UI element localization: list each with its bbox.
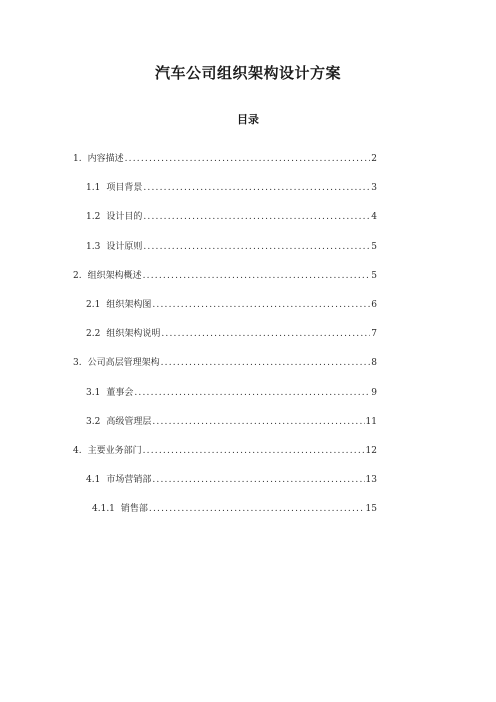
toc-entry-title: 组织架构说明 [106,329,161,339]
toc-dot-leader [152,298,370,312]
toc-entry-number: 3.2 [86,417,101,427]
toc-entry-title: 内容描述 [87,154,124,164]
toc-entry-number: 3. [73,358,82,368]
toc-dot-leader [152,473,364,487]
toc-entry[interactable] [86,327,377,341]
toc-entry-page-number: 12 [365,446,377,456]
toc-entry-number: 4. [73,446,82,456]
toc-entry-title: 设计目的 [106,212,143,222]
document-title: 汽车公司组织架构设计方案 [154,64,341,82]
toc-entry[interactable] [86,415,377,429]
toc-entry-title: 设计原则 [106,242,143,252]
toc-entry-page-number: 11 [365,417,377,427]
toc-dot-leader [143,210,370,224]
toc-entry-title: 销售部 [120,504,148,514]
toc-dot-leader [125,152,371,166]
toc-entry-title: 市场营销部 [106,475,152,485]
toc-entry-number: 4.1 [86,475,101,485]
toc-entry-title: 项目背景 [106,183,143,193]
toc-entry-number: 2. [73,271,82,281]
toc-entry[interactable] [86,210,377,224]
toc-entry-page-number: 5 [371,242,377,252]
toc-entry-page-number: 2 [371,154,377,164]
toc-entry-page-number: 3 [371,183,377,193]
toc-entry-number: 1.3 [86,242,101,252]
toc-entry[interactable] [73,356,377,370]
toc-entry-title: 组织架构图 [106,300,152,310]
toc-entry-page-number: 13 [365,475,377,485]
toc-entry[interactable] [73,444,377,458]
toc-entry[interactable] [73,152,377,166]
toc-entry-page-number: 4 [371,212,377,222]
toc-dot-leader [161,327,370,341]
toc-entry-title: 公司高层管理架构 [87,358,160,368]
toc-entry[interactable] [92,502,377,516]
toc-entry-title: 主要业务部门 [87,446,142,456]
toc-entry-number: 4.1.1 [92,504,115,514]
toc-entry-page-number: 8 [371,358,377,368]
toc-entry-page-number: 5 [371,271,377,281]
toc-entry[interactable] [86,386,377,400]
toc-heading: 目录 [237,113,259,126]
toc-dot-leader [143,444,365,458]
toc-dot-leader [143,181,370,195]
toc-entry-page-number: 6 [371,300,377,310]
toc-entry[interactable] [73,269,377,283]
toc-entry-page-number: 7 [371,329,377,339]
toc-entry-title: 高级管理层 [106,417,152,427]
toc-entry-page-number: 9 [371,388,377,398]
toc-entry-number: 2.2 [86,329,101,339]
toc-entry-page-number: 15 [365,504,377,514]
toc-entry-number: 3.1 [86,388,101,398]
toc-entry-number: 1.2 [86,212,101,222]
toc-entry[interactable] [86,240,377,254]
toc-dot-leader [161,356,371,370]
toc-entry-number: 1.1 [86,183,101,193]
toc-dot-leader [134,386,370,400]
toc-dot-leader [143,269,371,283]
toc-entry-title: 组织架构概述 [87,271,142,281]
toc-entry[interactable] [86,181,377,195]
toc-dot-leader [143,240,370,254]
toc-dot-leader [152,415,364,429]
toc-entry[interactable] [86,298,377,312]
toc-dot-leader [149,502,365,516]
toc-entry-title: 董事会 [106,388,134,398]
toc-entry-number: 2.1 [86,300,101,310]
toc-entry[interactable] [86,473,377,487]
toc-entry-number: 1. [73,154,82,164]
